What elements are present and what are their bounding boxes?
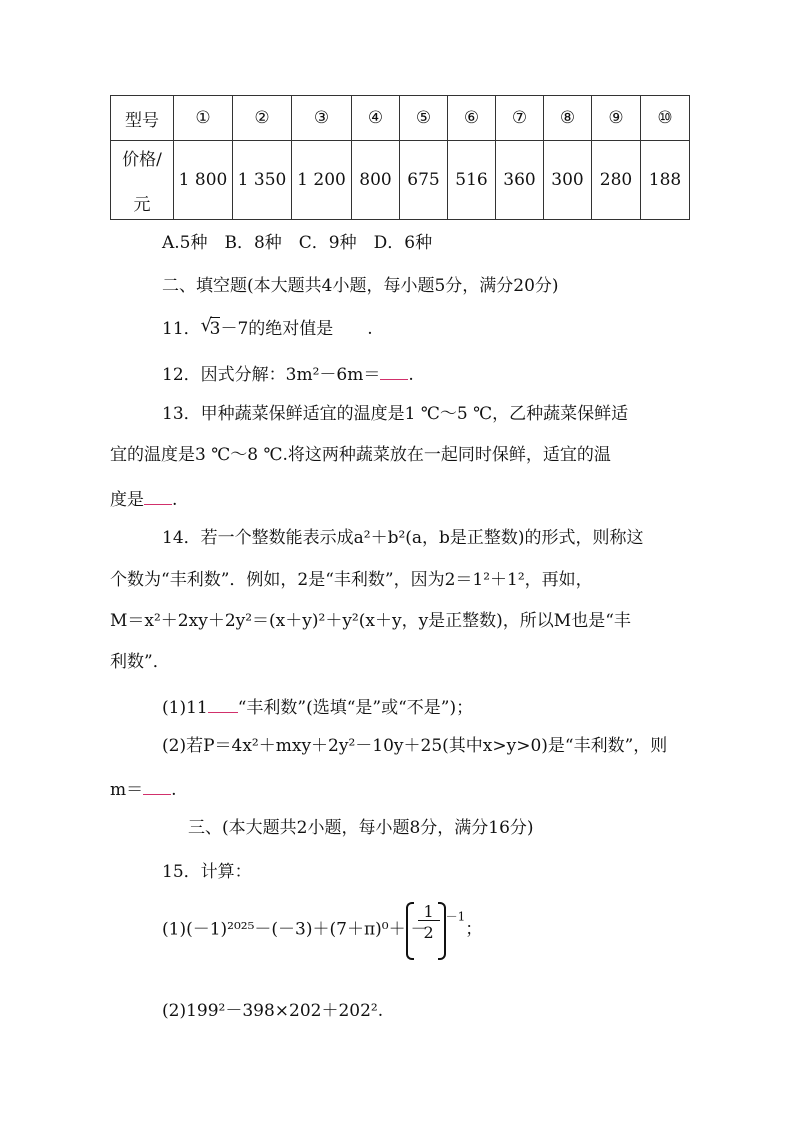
fraction-denominator: 2	[423, 923, 434, 942]
question-14-part-1	[162, 696, 473, 717]
table-header-cell: 型号	[111, 96, 174, 141]
question-14-line-1: 14．若一个整数能表示成a²＋b²(a，b是正整数)的形式，则称这	[162, 528, 644, 548]
question-14-line-2: 个数为“丰利数”．例如，2是“丰利数”，因为2＝1²＋1²，再如，	[110, 570, 593, 590]
radicand: 3	[209, 319, 221, 339]
q15-part1-text: (1)(－1)²⁰²⁵－(－3)＋(7＋π)⁰＋	[162, 919, 406, 940]
table-header-cell	[111, 141, 174, 220]
sqrt-expression: √ 3	[200, 315, 221, 339]
table-cell: ⑩	[641, 96, 690, 141]
answer-options: A.5种 B．8种 C．9种 D．6种	[162, 233, 433, 253]
table-cell: 675	[400, 141, 448, 220]
question-11	[162, 315, 373, 339]
answer-blank[interactable]	[380, 363, 408, 380]
section-3-title: 三、(本大题共2小题，每小题8分，满分16分)	[188, 818, 534, 838]
q14-sub2-end: m＝	[110, 780, 144, 800]
table-cell: 516	[448, 141, 496, 220]
q13-text: 度是	[110, 490, 144, 510]
table-cell: 1 200	[292, 141, 352, 220]
question-14-line-4: 利数”．	[110, 652, 170, 672]
table-cell: 280	[592, 141, 641, 220]
question-13-line-3: 度是 .	[110, 490, 178, 510]
question-15-title: 15．计算：	[162, 862, 252, 882]
answer-blank[interactable]	[144, 488, 172, 505]
question-13-line-1: 13．甲种蔬菜保鲜适宜的温度是1 ℃～5 ℃，乙种蔬菜保鲜适	[162, 404, 629, 424]
table-cell: 800	[352, 141, 400, 220]
answer-blank[interactable]	[143, 778, 171, 795]
table-cell: ⑦	[496, 96, 544, 141]
table-cell: 1 800	[174, 141, 233, 220]
table-cell: ③	[292, 96, 352, 141]
q14-sub1-pre: (1)11	[162, 698, 208, 718]
table-cell: 188	[641, 141, 690, 220]
price-table	[110, 95, 690, 220]
table-cell: 300	[544, 141, 592, 220]
fraction	[418, 904, 440, 941]
fraction-numerator: 1	[418, 904, 440, 921]
table-cell: ⑥	[448, 96, 496, 141]
table-cell: ②	[233, 96, 292, 141]
question-15-part-2: (2)199²－398×202＋202².	[162, 1001, 384, 1021]
table-cell: ⑨	[592, 96, 641, 141]
price-label-line2: 元	[133, 195, 151, 215]
fraction-bracket: － $\frac{1}{2}$	[406, 902, 446, 958]
q11-number: 11．	[162, 319, 201, 339]
table-cell: 360	[496, 141, 544, 220]
q14-sub1-post: “丰利数”(选填“是”或“不是”)；	[237, 698, 474, 718]
q12-text: 12．因式分解：3m²－6m＝	[162, 365, 381, 385]
question-14-line-3: M＝x²＋2xy＋2y²＝(x＋y)²＋y²(x＋y，y是正整数)，所以M也是“丰	[110, 611, 631, 631]
answer-blank[interactable]	[208, 696, 238, 713]
table-row	[111, 96, 690, 141]
table-cell: ⑤	[400, 96, 448, 141]
q11-rest: －7的绝对值是 .	[220, 319, 373, 339]
q15-part1-end: ；	[465, 919, 483, 940]
price-label-line1: 价格/	[122, 150, 162, 170]
table-cell: ④	[352, 96, 400, 141]
table-cell: ⑧	[544, 96, 592, 141]
question-14-part-2-end: m＝ .	[110, 780, 177, 800]
question-14-part-2: (2)若P＝4x²＋mxy＋2y²－10y＋25(其中x>y>0)是“丰利数”，则	[162, 736, 668, 756]
exponent: －1	[445, 909, 466, 924]
question-15-part-1	[162, 902, 482, 962]
section-2-title: 二、填空题(本大题共4小题，每小题5分，满分20分)	[162, 276, 559, 296]
table-cell: ①	[174, 96, 233, 141]
question-12: 12．因式分解：3m²－6m＝ .	[162, 365, 414, 385]
question-13-line-2: 宜的温度是3 ℃～8 ℃.将这两种蔬菜放在一起同时保鲜，适宜的温	[110, 445, 611, 465]
table-cell: 1 350	[233, 141, 292, 220]
table-row	[111, 141, 690, 220]
